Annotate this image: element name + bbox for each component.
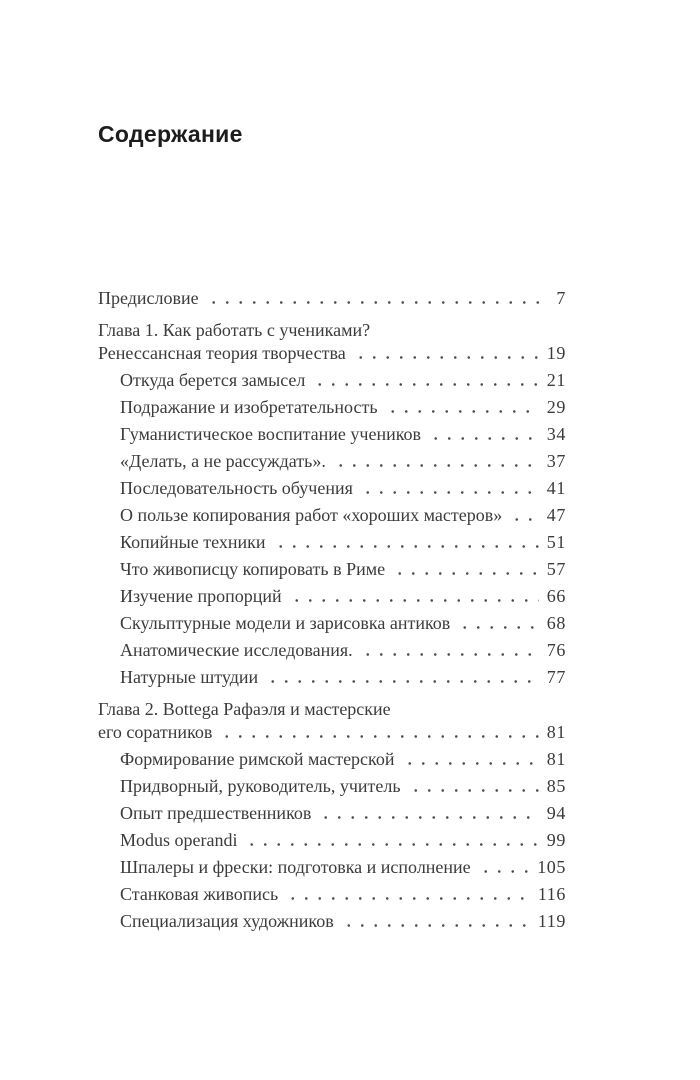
- toc-entry-line: [120, 639, 566, 662]
- toc-entry-title: Натурные штудии: [120, 667, 259, 687]
- toc-entry-page-number: 21: [546, 370, 566, 390]
- dot-leader-icon: [312, 369, 538, 392]
- toc-entry: [98, 450, 566, 473]
- toc-entry-title: Последовательность обучения: [120, 478, 353, 498]
- toc-entry: [98, 666, 566, 689]
- toc-entry-page-number: 77: [546, 667, 566, 687]
- dot-leader-icon: [478, 856, 530, 879]
- toc-entry-title: Формирование римской мастерской: [120, 749, 395, 769]
- toc-entry-page-number: 57: [546, 559, 566, 579]
- page-content: [98, 121, 566, 937]
- dot-leader-icon: [509, 504, 539, 527]
- dot-leader-icon: [318, 802, 538, 825]
- toc-entry-title: О пользе копирования работ «хороших мастеров»: [120, 505, 503, 525]
- page-title: Содержание: [98, 121, 243, 147]
- toc-entry-page-number: 116: [537, 884, 566, 904]
- toc-entry-title: Что живописцу копировать в Риме: [120, 559, 386, 579]
- toc-entry-line: [120, 423, 566, 446]
- toc-entry-line: [120, 531, 566, 554]
- toc-entry-title: Станковая живопись: [120, 884, 279, 904]
- toc-entry-title: Изучение пропорций: [120, 586, 282, 606]
- toc-entry-page-number: 29: [546, 397, 566, 417]
- toc-entry-line: [120, 558, 566, 581]
- toc-entry-page-number: 81: [546, 722, 566, 742]
- toc-entry-title: Подражание и изобретательность: [120, 397, 378, 417]
- toc-entry-line: [120, 450, 566, 473]
- toc-entry: [98, 698, 566, 744]
- dot-leader-icon: [273, 531, 539, 554]
- toc-entry: [98, 396, 566, 419]
- toc-entry-line: [120, 910, 566, 933]
- toc-entry-page-number: 68: [546, 613, 566, 633]
- toc-entry-page-number: 41: [546, 478, 566, 498]
- toc-entry-line: [120, 802, 566, 825]
- toc-entry: [98, 531, 566, 554]
- toc-entry: [98, 287, 566, 310]
- toc-entry-page-number: 105: [537, 857, 566, 877]
- toc-entry: [98, 775, 566, 798]
- toc-entry-page-number: 66: [546, 586, 566, 606]
- dot-leader-icon: [402, 748, 539, 771]
- toc-entry: [98, 319, 566, 365]
- toc-entry-title: Копийные техники: [120, 532, 266, 552]
- toc-entry-title-line1: Глава 1. Как работать с учениками?: [98, 320, 371, 340]
- dot-leader-icon: [289, 585, 539, 608]
- toc-entry: [98, 883, 566, 906]
- toc-entry-page-number: 76: [546, 640, 566, 660]
- toc-entry-title: Откуда берется замысел: [120, 370, 306, 390]
- toc-entry: [98, 585, 566, 608]
- toc-entry: [98, 477, 566, 500]
- toc-entry-line: [120, 477, 566, 500]
- toc-entry-title: Специализация художников: [120, 911, 334, 931]
- toc-entry-page-number: 51: [546, 532, 566, 552]
- dot-leader-icon: [385, 396, 539, 419]
- toc-entry: [98, 802, 566, 825]
- toc-entry-line: [120, 369, 566, 392]
- toc-entry-line: [120, 775, 566, 798]
- toc-entry-page-number: 7: [556, 288, 566, 308]
- toc-entry: [98, 856, 566, 879]
- toc-entry-line: [120, 883, 566, 906]
- toc-entry-line: [120, 585, 566, 608]
- toc-entry-line: [120, 829, 566, 852]
- toc-entry-page-number: 81: [546, 749, 566, 769]
- toc-entry-title: Опыт предшественников: [120, 803, 312, 823]
- toc-entry: [98, 558, 566, 581]
- toc-entry-title: Ренессансная теория творчества: [98, 343, 346, 363]
- toc-entry: [98, 639, 566, 662]
- toc-entry-page-number: 94: [546, 803, 566, 823]
- toc-entry-line: [98, 721, 566, 744]
- toc-entry: [98, 369, 566, 392]
- toc-entry-line: [120, 666, 566, 689]
- toc-entry-line: [120, 396, 566, 419]
- toc-entry-title: Гуманистическое воспитание учеников: [120, 424, 422, 444]
- toc-entry-title: его соратников: [98, 722, 213, 742]
- toc-list: [98, 287, 566, 933]
- dot-leader-icon: [360, 477, 539, 500]
- toc-entry-title: Modus operandi: [120, 830, 238, 850]
- toc-entry-title: Анатомические исследования.: [120, 640, 353, 660]
- dot-leader-icon: [219, 721, 538, 744]
- dot-leader-icon: [353, 342, 539, 365]
- toc-entry: [98, 612, 566, 635]
- toc-entry: [98, 423, 566, 446]
- dot-leader-icon: [206, 287, 549, 310]
- toc-entry-page-number: 37: [546, 451, 566, 471]
- toc-entry: [98, 504, 566, 527]
- toc-entry-line: [120, 856, 566, 879]
- toc-entry-line: [120, 504, 566, 527]
- toc-entry-page-number: 119: [537, 911, 566, 931]
- dot-leader-icon: [408, 775, 539, 798]
- toc-entry-title: Шпалеры и фрески: подготовка и исполнение: [120, 857, 471, 877]
- toc-entry-title: «Делать, а не рассуждать».: [120, 451, 326, 471]
- dot-leader-icon: [457, 612, 539, 635]
- toc-entry: [98, 829, 566, 852]
- toc-entry-line: [120, 748, 566, 771]
- toc-entry-title-line1: Глава 2. Bottega Рафаэля и мастерские: [98, 699, 391, 719]
- dot-leader-icon: [333, 450, 539, 473]
- toc-entry-title: Скульптурные модели и зарисовка антиков: [120, 613, 451, 633]
- dot-leader-icon: [392, 558, 539, 581]
- dot-leader-icon: [244, 829, 538, 852]
- dot-leader-icon: [285, 883, 530, 906]
- dot-leader-icon: [341, 910, 530, 933]
- toc-entry: [98, 910, 566, 933]
- toc-entry: [98, 748, 566, 771]
- toc-entry-page-number: 47: [546, 505, 566, 525]
- toc-entry-line: [120, 612, 566, 635]
- toc-entry-title: Придворный, руководитель, учитель: [120, 776, 401, 796]
- dot-leader-icon: [265, 666, 539, 689]
- toc-entry-page-number: 99: [546, 830, 566, 850]
- dot-leader-icon: [428, 423, 539, 446]
- toc-entry-line: [98, 287, 566, 310]
- toc-entry-line: [98, 342, 566, 365]
- toc-entry-page-number: 19: [546, 343, 566, 363]
- dot-leader-icon: [360, 639, 539, 662]
- toc-entry-page-number: 34: [546, 424, 566, 444]
- toc-entry-page-number: 85: [546, 776, 566, 796]
- toc-entry-title: Предисловие: [98, 288, 199, 308]
